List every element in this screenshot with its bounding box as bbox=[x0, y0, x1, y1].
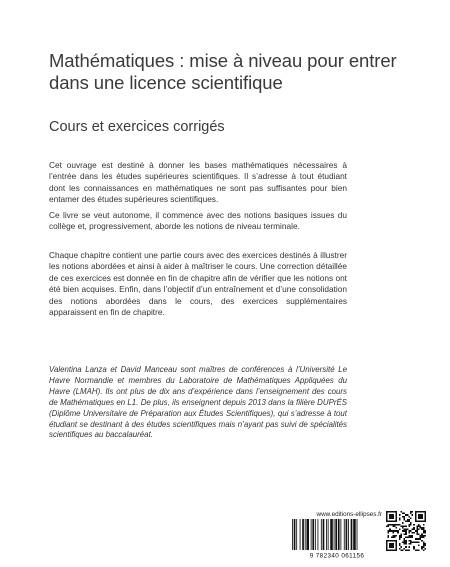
qr-code-icon bbox=[386, 511, 426, 551]
publisher-url[interactable]: www.editions-ellipses.fr bbox=[316, 511, 382, 518]
barcode-icon bbox=[290, 519, 384, 559]
barcode-digits: 9 782340 061156 bbox=[309, 552, 365, 559]
description-paragraph-2: Ce livre se veut autonome, il commence avec des notions basiques issues du collège et, progressivement, aborde les notions de niveau terminale. bbox=[49, 210, 347, 232]
book-title: Mathématiques : mise à niveau pour entrer dans une licence scientifique bbox=[49, 50, 397, 93]
authors-bio: Valentina Lanza et David Manceau sont maîtres de conférences à l’Université Le Havre Normandie et membres du Laboratoire de Mathématiques Appliquées du Havre (LMAH). Ils ont plus de dix ans d’expérience dans l’enseignement des cours de Mathématiques en L1. De plus, ils enseignent depuis 2013 dans la filière DUPrÉS (Diplôme Universitaire de Préparation aux Études Scientifiques), qui s’adresse à tout étudiant se destinant à des études scientifiques mais n’ayant pas suivi de spécialités scientifiques au baccalauréat. bbox=[49, 365, 347, 440]
book-subtitle: Cours et exercices corrigés bbox=[49, 119, 225, 135]
description-paragraph-1: Cet ouvrage est destiné à donner les bases mathématiques nécessaires à l’entrée dans les études supérieures scientifiques. Il s’adresse à tout étudiant dont les connaissances en mathématiques ne sont pas suffisantes pour bien entamer des études supérieures scientifiques. bbox=[49, 160, 347, 205]
description-paragraph-3: Chaque chapitre contient une partie cours avec des exercices destinés à illustrer les notions abordées et ainsi à aider à maîtriser le cours. Une correction détaillée de ces exercices est donnée en fin de chapitre afin de vérifier que les notions ont été bien acquises. Enfin, dans l’objectif d’un entraînement et d’une consolidation des notions abordées dans le cours, des exercices supplémentaires apparaissent en fin de chapitre. bbox=[49, 250, 347, 318]
